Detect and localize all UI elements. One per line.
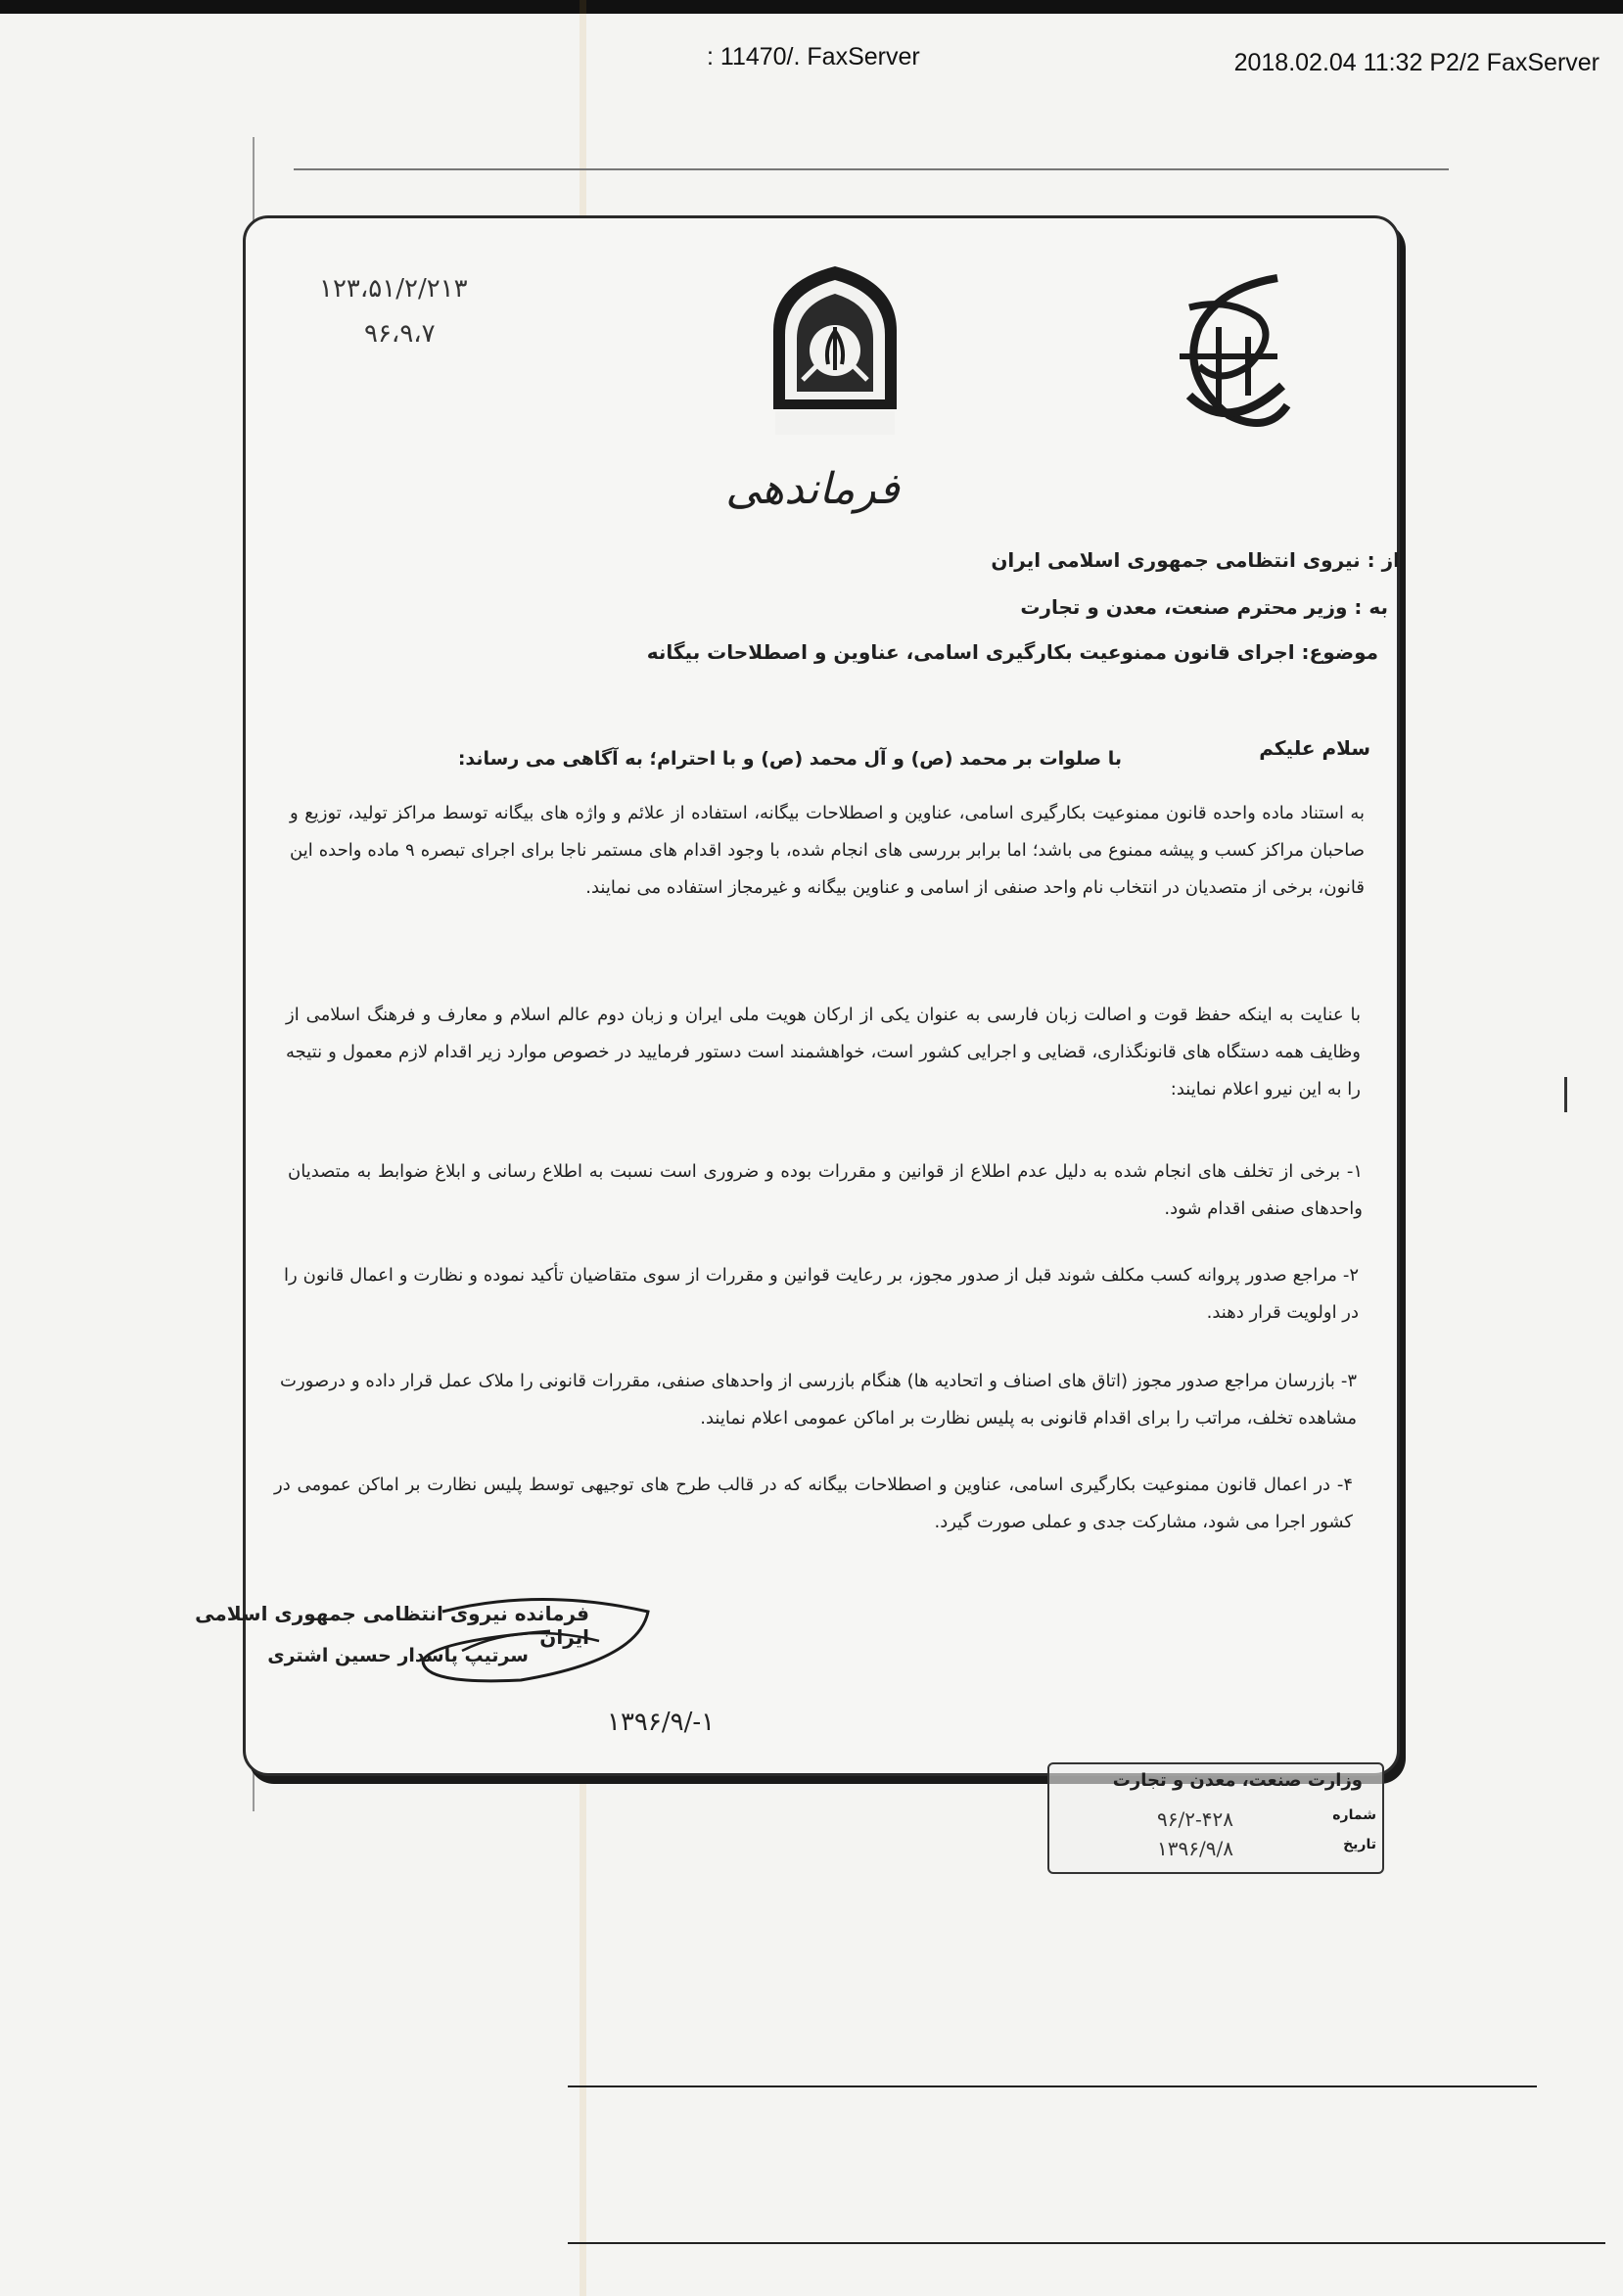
stamp-number: ۹۶/۲-۴۲۸: [1157, 1807, 1233, 1831]
receipt-stamp: [1047, 1762, 1384, 1874]
body-paragraph-1: به استناد ماده واحده قانون ممنوعیت بکارگیری اسامی، عناوین و اصطلاحات بیگانه، استفاده از علائم و واژه های بیگانه توسط مراکز تولید، توزیع و صاحبان مراکز کسب و پیشه ممنوع می باشد؛ اما برابر بررسی های انجام شده، با وجود اقدام های مستمر ناجا برای اجرای تبصره ۹ ماده واحده این قانون، برخی از متصدیان در انتخاب نام واحد صنفی از اسامی و عناوین بیگانه و غیرمجاز استفاده می نمایند.: [290, 803, 1365, 898]
fax-header-sender: : 11470/. FaxServer: [707, 43, 920, 70]
letterhead-title: فرماندهی: [725, 464, 900, 514]
signer-name: سرتیپ پاسدار حسین اشتری: [267, 1645, 529, 1666]
fax-header-bar: [0, 0, 1623, 14]
subject-line: موضوع: اجرای قانون ممنوعیت بکارگیری اسامی، عناوین و اصطلاحات بیگانه: [646, 640, 1378, 664]
salutation: سلام علیکم: [1259, 736, 1370, 760]
from-line: از : نیروی انتظامی جمهوری اسلامی ایران: [991, 548, 1400, 572]
greeting: با صلوات بر محمد (ص) و آل محمد (ص) و با احترام؛ به آگاهی می رساند:: [457, 748, 1122, 770]
request-item-4: ۴- در اعمال قانون ممنوعیت بکارگیری اسامی، عناوین و اصطلاحات بیگانه که در قالب طرح های توجیهی توسط پلیس نظارت بر اماکن عمومی در کشور اجرا می شود، مشارکت جدی و عملی صورت گیرد.: [274, 1475, 1353, 1532]
request-item-1: ۱- برخی از تخلف های انجام شده به دلیل عدم اطلاع از قوانین و مقررات بوده و ضروری است نسبت به اطلاع رسانی و ابلاغ ضوابط به متصدیان واحدهای صنفی اقدام شود.: [288, 1161, 1363, 1219]
stamp-title: وزارت صنعت، معدن و تجارت: [1112, 1770, 1363, 1791]
signer-title: فرمانده نیروی انتظامی جمهوری اسلامی ایران: [195, 1602, 589, 1649]
scan-artifact-mark: [1564, 1077, 1567, 1112]
to-line: به : وزیر محترم صنعت، معدن و تجارت: [1020, 595, 1388, 619]
reference-number: ۱۲۳،۵۱/۲/۲۱۳: [319, 274, 468, 304]
stamp-date-label: تاریخ: [1343, 1837, 1376, 1852]
scan-artifact-line: [294, 168, 1449, 170]
police-emblem-icon: [764, 262, 906, 445]
scan-artifact-line: [568, 2085, 1537, 2087]
stamp-date: ۱۳۹۶/۹/۸: [1157, 1837, 1233, 1860]
scan-artifact-line: [568, 2242, 1605, 2244]
fax-header-timestamp: 2018.02.04 11:32 P2/2 FaxServer: [1233, 49, 1600, 76]
reference-date: ۹۶،۹،۷: [364, 319, 436, 349]
body-paragraph-2: با عنایت به اینکه حفظ قوت و اصالت زبان فارسی به عنوان یکی از ارکان هویت ملی ایران و زبان دوم عالم اسلام و معارف و فرهنگ اسلامی از وظایف همه دستگاه های قانونگذاری، قضایی و اجرایی کشور است، خواهشمند است دستور فرمایید در خصوص موارد زیر اقدام لازم معمول و نتیجه را به این نیرو اعلام نمایند:: [286, 1005, 1361, 1100]
letter-frame: [243, 215, 1400, 1776]
stamp-number-label: شماره: [1332, 1807, 1376, 1823]
signature-scribble-icon: [403, 1592, 662, 1690]
signature-date: ۱۳۹۶/۹/-۱: [607, 1708, 716, 1737]
request-item-3: ۳- بازرسان مراجع صدور مجوز (اتاق های اصناف و اتحادیه ها) هنگام بازرسی از واحدهای صنفی، مقررات قانونی را ملاک عمل قرار داده و درصورت مشاهده تخلف، مراتب را برای اقدام قانونی به پلیس نظارت بر اماکن عمومی اعلام نمایند.: [280, 1371, 1357, 1429]
basmala-calligraphy-icon: [1160, 268, 1303, 441]
request-item-2: ۲- مراجع صدور پروانه کسب مکلف شوند قبل از صدور مجوز، بر رعایت قوانین و مقررات از سوی متقاضیان تأکید نموده و نظارت و اعمال قانون را در اولویت قرار دهند.: [284, 1265, 1359, 1323]
